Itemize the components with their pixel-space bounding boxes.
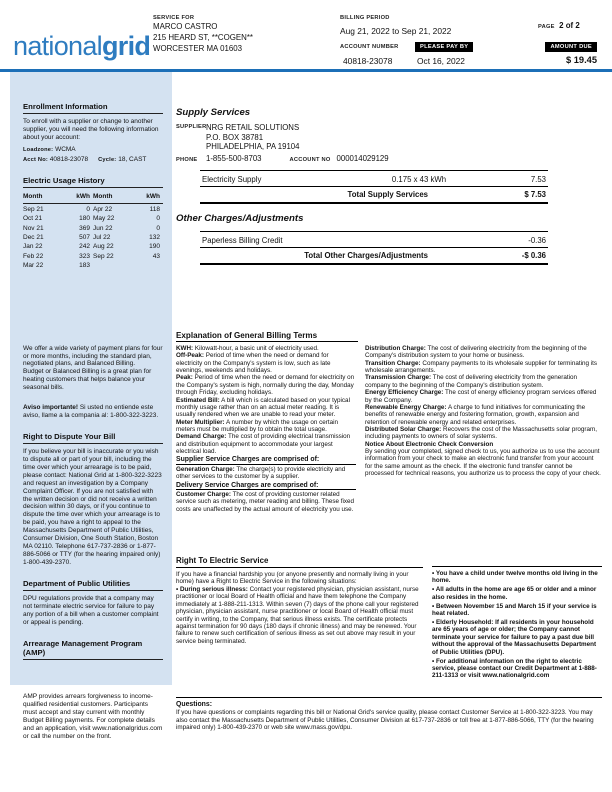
term-item: Customer Charge: The cost of providing customer related service such as metering, meter reading and billing. These fixed costs are unaffected by the actual amount of electricity you use. <box>176 491 355 513</box>
logo-part1: national <box>13 31 102 61</box>
please-pay-by-value: Oct 16, 2022 <box>417 56 465 66</box>
res-bullet: • You have a child under twelve months old living in the home. <box>432 570 598 585</box>
term-item: KWH: Kilowatt-hour, a basic unit of electricity used. <box>176 345 319 352</box>
term-item: Distributed Solar Charge: Recovers the cost of the Massachusetts solar program, including payments to owners of solar systems. <box>365 425 598 441</box>
cycle-value: 18, CAST <box>118 155 147 163</box>
supply-total-row <box>200 187 548 204</box>
other-charges-table <box>200 231 548 265</box>
other-charges-section <box>176 213 570 265</box>
usage-col-header: Month <box>93 192 136 203</box>
nationalgrid-logo <box>13 33 150 60</box>
amp-title: Arrearage Management Program (AMP) <box>23 639 163 660</box>
usage-history-title: Electric Usage History <box>23 176 163 188</box>
loadzone-row <box>23 145 163 155</box>
please-pay-by-badge: PLEASE PAY BY <box>415 42 473 52</box>
supply-line-calc: 0.175 x 43 kWh <box>391 174 447 184</box>
usage-cell: Mar 22 <box>23 262 44 270</box>
service-address1: 215 HEARD ST, **COGEN** <box>153 33 253 43</box>
other-charges-title: Other Charges/Adjustments <box>176 213 304 224</box>
usage-cell: Feb 22 <box>23 252 44 260</box>
page-label: PAGE <box>538 24 555 30</box>
right-to-electric-service-section <box>176 556 602 681</box>
dispute-title: Right to Dispute Your Bill <box>23 432 163 444</box>
phone-label: PHONE <box>176 157 198 164</box>
payment-plans-paragraph-2: Budget or Balanced Billing is a great plan for heating customers that helps balance your seasonal bills. <box>23 368 152 392</box>
usage-cell: Jun 22 <box>93 224 113 232</box>
usage-col-header: kWh <box>136 192 163 203</box>
usage-cell: 190 <box>149 243 160 251</box>
usage-cell: 180 <box>79 215 90 223</box>
usage-cell: 242 <box>79 243 90 251</box>
billing-terms-section <box>176 331 602 513</box>
sidebar-blue-panel <box>10 72 172 685</box>
phone-row <box>176 154 570 163</box>
usage-col-header: Month <box>23 192 63 203</box>
supplier-account-label: ACCOUNT NO <box>289 157 331 164</box>
logo-part2: grid <box>101 31 151 61</box>
res-bullet: • All adults in the home are age 65 or older and a minor also resides in the home. <box>432 586 597 601</box>
supply-line-name: Electricity Supply <box>202 174 262 184</box>
usage-cell <box>93 261 136 270</box>
term-item: Renewable Energy Charge: A charge to fund initiatives for communicating the benefits of renewable energy and fostering formation, growth, expansion and retention of renewable energy and related enterprises. <box>365 403 586 426</box>
usage-cell: Nov 21 <box>23 224 44 232</box>
usage-cell: 369 <box>79 224 90 232</box>
term-item: Estimated Bill: A bill which is calculated based on your typical monthly usage rather than on an actual meter reading. It is usually rendered when we are unable to read your meter. <box>176 396 350 419</box>
questions-title: Questions: <box>176 701 212 708</box>
term-item: Peak: Period of time when the need or demand for electricity on the Company's system is high, normally during the day, Monday through Friday, excluding holidays. <box>176 374 355 397</box>
usage-col-header: kWh <box>63 192 93 203</box>
term-item: Energy Efficiency Charge: The cost of energy efficiency program services offered by the Company. <box>365 389 597 404</box>
usage-cell: Apr 22 <box>93 205 113 213</box>
usage-cell: Sep 21 <box>23 205 44 213</box>
enrollment-intro: To enroll with a supplier or change to another supplier, you will need the following information about your account: <box>23 118 159 141</box>
term-item: Distribution Charge: The cost of delivering electricity from the beginning of the Company's distribution system to your home or business. <box>365 345 587 360</box>
other-line-amount: -0.36 <box>528 235 546 245</box>
res-bullet: • For additional information on the right to electric service, please contact our Credit Department at 1-888-211-1313 or visit www.nationalgrid.com <box>432 657 597 680</box>
supply-total-label: Total Supply Services <box>347 189 428 199</box>
service-address2: WORCESTER MA 01603 <box>153 44 243 54</box>
usage-cell: Aug 22 <box>93 243 114 251</box>
questions-section <box>176 697 602 732</box>
res-intro: If you have a financial hardship you (or anyone presently and normally living in your home) have a Right to Electric Service in the following situations: <box>176 571 409 586</box>
supplier-row <box>176 123 570 152</box>
delivery-service-charges-subhead: Delivery Service Charges are comprised of: <box>176 482 356 491</box>
enrollment-info-title: Enrollment Information <box>23 102 163 114</box>
cycle-label: Cycle: <box>98 156 117 163</box>
term-item: Transition Charge: Company payments to its wholesale supplier for terminating its wholesale arrangements. <box>365 359 598 375</box>
electronic-check-notice: Notice About Electronic Check Conversion By sending your completed, signed check to us, you authorize us to use the account information from your check to make an electronic fund transfer from your account for the same amount as the check. If the electronic fund transfer cannot be processed for technical reasons, you authorize us to process the copy of your check. <box>365 440 601 478</box>
usage-cell: 507 <box>79 233 90 241</box>
usage-cell: 0 <box>86 205 90 213</box>
other-total-row <box>200 248 548 265</box>
service-for-label: SERVICE FOR <box>153 15 195 21</box>
supply-services-section <box>176 107 570 204</box>
supply-line-amount: 7.53 <box>530 174 546 184</box>
amount-due-value: $ 19.45 <box>565 55 597 65</box>
left-sidebar <box>10 72 172 744</box>
usage-cell: Jul 22 <box>93 233 111 241</box>
supplier-address <box>206 123 299 152</box>
billing-terms-left-column <box>176 345 356 513</box>
term-item: Generation Charge: The charge(s) to provide electricity and other services to the customer by a supplier. <box>176 465 346 481</box>
usage-history-table <box>23 192 163 270</box>
term-item: Transmission Charge: The cost of delivering electricity from the generation company to the beginning of the Company's distribution system. <box>365 374 577 389</box>
aviso-rest: Si usted no entiende este aviso, llame a la compania al: 1-800-322-3223. <box>23 404 159 420</box>
term-item: Off-Peak: Period of time when the need or demand for electricity on the Company's system is low, such as late evenings, weekends and holidays. <box>176 352 331 375</box>
phone-value: 1-855-500-8703 <box>206 154 262 164</box>
usage-cell: Oct 21 <box>23 215 43 223</box>
usage-cell: 0 <box>156 224 160 232</box>
supply-total-value: $ 7.53 <box>524 189 546 199</box>
other-total-value: -$ 0.36 <box>521 250 546 260</box>
usage-cell: May 22 <box>93 215 115 223</box>
usage-cell: 43 <box>152 252 160 260</box>
supplier-name: NRG RETAIL SOLUTIONS <box>206 123 300 132</box>
payment-plans-paragraph-1: We offer a wide variety of payment plans for four or more months, including the standard plan, negotiated plans, and Balanced Billing. <box>23 344 163 368</box>
other-line-item <box>200 232 548 248</box>
sidebar-spacer <box>23 271 163 345</box>
acct-cycle-row <box>23 155 163 165</box>
amount-due-badge: AMOUNT DUE <box>545 42 597 52</box>
page-value: 2 of 2 <box>559 21 580 30</box>
supplier-service-charges-subhead: Supplier Service Charges are comprised of: <box>176 456 356 465</box>
res-title: Right To Electric Service <box>176 556 423 568</box>
usage-cell: Dec 21 <box>23 233 44 241</box>
usage-cell: 0 <box>156 215 160 223</box>
other-total-label: Total Other Charges/Adjustments <box>304 250 428 260</box>
dpu-body: DPU regulations provide that a company may not terminate electric service for failure to pay any portion of a bill when a customer complaint or appeal is pending. <box>23 594 159 626</box>
usage-cell: 118 <box>149 205 160 213</box>
term-item: Meter Multiplier: A number by which the usage on certain meters must be multiplied by to obtain the total usage. <box>176 418 339 433</box>
res-right-column <box>432 566 602 681</box>
billing-period-value: Aug 21, 2022 to Sep 21, 2022 <box>340 26 452 36</box>
billing-terms-title: Explanation of General Billing Terms <box>176 331 358 342</box>
service-name: MARCO CASTRO <box>153 22 218 31</box>
res-serious-illness: • During serious illness: Contact your registered physician, physician assistant, nurse practitioner or local Board of Health official and have them telephone the Company immediately at 1-888-211-1313. Within seven (7) days of the phone call your registered physician, physician assistant, nurse practitioner or local Board of Health official must certify in writing, to the Company, that serious illness exists. The certificate protects against termination for 90 days (180 days if chronic illness) and may be renewed. Your failure to renew such certification of serious illness as set out above may result in your service being terminated. <box>176 585 419 645</box>
supplier-addr1: P.O. BOX 38781 <box>206 132 264 142</box>
supply-charges-table <box>200 170 548 204</box>
service-for-block <box>153 15 253 54</box>
acct-no-value: 40818-23078 <box>49 155 89 163</box>
questions-body: If you have questions or complaints regarding this bill or National Grid's service quality, please contact Customer Service at 1-800-322-3223. You may also contact the Massachusetts Department of Public Utilities, Consumer Division at 617-737-2836 or toll free at 1-877-886-5066, TTY (for the hearing impaired only) 1-800-439-2370 or web site www.mass.gov/dpu. <box>176 709 594 732</box>
other-line-name: Paperless Billing Credit <box>202 235 283 245</box>
page-indicator <box>538 15 580 33</box>
supply-line-item <box>200 171 548 187</box>
sidebar-white-panel <box>10 685 172 741</box>
acct-no-label: Acct No: <box>23 156 48 163</box>
res-bullet: • Elderly Household: If all residents in your household are 65 years of age or older; the Company cannot terminate your service for failure to pay a past due bill without the approval of the Massachusetts Department of Public Utilities (DPU). <box>432 619 597 656</box>
supplier-account-value: 000014029129 <box>336 154 389 164</box>
billing-terms-right-column <box>365 345 602 513</box>
dpu-title: Department of Public Utilities <box>23 579 163 591</box>
account-number-label: ACCOUNT NUMBER <box>340 44 399 50</box>
res-bullet: • Between November 15 and March 15 if your service is heat related. <box>432 602 597 618</box>
res-left-column <box>176 556 423 681</box>
usage-cell: 132 <box>149 233 160 241</box>
billing-period-label: BILLING PERIOD <box>340 15 390 21</box>
amp-body: AMP provides arrears forgiveness to income-qualified residential customers. Participants must accept and stay current with monthly Budget Billing payments. For complete details and an application, visit www.nationalgridus.com or call the number on the front. <box>23 693 163 740</box>
dispute-body: If you believe your bill is inaccurate or you wish to dispute all or part of your bill, including the time over which your arrearage is to be paid, please contact: National Grid at 1-800-322-3223 and request an investigation by a Company Complaint Officer. If you are not satisfied with the written decision or did not receive a written decision within 30 days, or if you continue to dispute the time over which your arrearage is to be paid, you have a right to appeal to the Massachusetts Department of Public Utilities, Consumer Division, One South Station, Boston MA 02110. Telephone 617-737-2836 or 1-877-886-5066 or TTY (for the hearing impaired only) 1-800-439-2370. <box>23 448 162 566</box>
usage-cell: 183 <box>79 262 90 270</box>
usage-cell <box>136 261 163 270</box>
account-number-value: 40818-23078 <box>343 56 393 66</box>
usage-cell: Jan 22 <box>23 243 43 251</box>
loadzone-value: WCMA <box>55 145 76 153</box>
aviso-importante <box>23 404 163 420</box>
supplier-addr2: PHILADELPHIA, PA 19104 <box>206 142 300 152</box>
supply-services-title: Supply Services <box>176 107 251 118</box>
usage-cell: 323 <box>79 252 90 260</box>
supplier-label: SUPPLIER <box>176 124 207 130</box>
loadzone-label: Loadzone: <box>23 146 54 153</box>
term-item: Demand Charge: The cost of providing electrical transmission and distribution equipment to accommodate your largest electrical load. <box>176 433 351 456</box>
aviso-bold: Aviso importante! <box>23 404 79 412</box>
billing-terms-columns <box>176 345 602 513</box>
usage-cell: Sep 22 <box>93 252 114 260</box>
